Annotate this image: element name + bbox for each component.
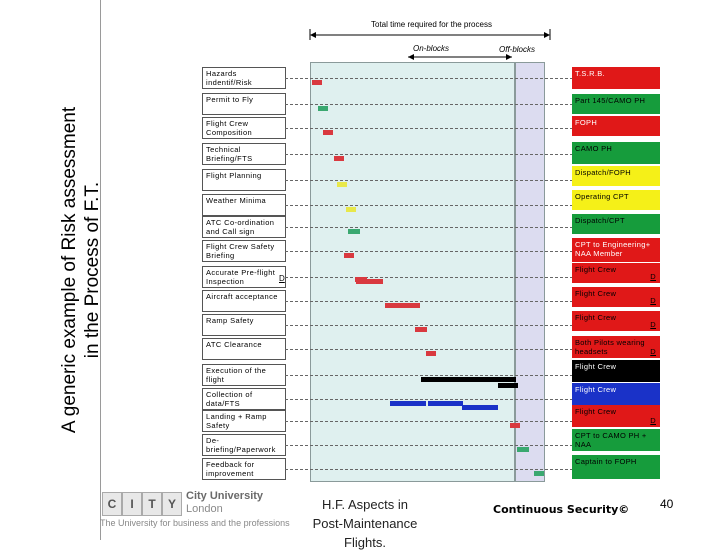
task-owner — [572, 238, 660, 262]
task-owner-label: FOPH — [575, 118, 598, 127]
task-duration-bar — [426, 351, 436, 356]
owner-d-mark: D — [650, 320, 656, 329]
university-tagline: The University for business and the professions — [100, 518, 290, 528]
task-owner-label: Flight Crew — [575, 407, 617, 416]
owner-d-mark: D — [650, 347, 656, 356]
task-duration-bar — [346, 207, 356, 212]
task-owner-label: Both Pilots wearing headsets — [575, 338, 645, 356]
slide-title-line-1: A generic example of Risk assessment — [59, 106, 80, 434]
task-owner — [572, 455, 660, 479]
owner-d-mark: D — [650, 272, 656, 281]
owner-d-mark: D — [650, 296, 656, 305]
task-owner-label: T.S.R.B. — [575, 69, 605, 78]
on-blocks-label: On-blocks — [413, 44, 450, 53]
task-owner-label: Flight Crew — [575, 385, 617, 394]
logo-letter-t: T — [142, 492, 162, 516]
task-label: ATC Clearance — [202, 338, 286, 360]
task-label: Landing + Ramp Safety — [202, 410, 286, 432]
sidebar — [0, 0, 103, 540]
task-duration-bar — [334, 156, 344, 161]
task-owner-label: Dispatch/CPT — [575, 216, 625, 225]
brand-label: Continuous Security© — [493, 503, 630, 516]
task-duration-bar — [337, 182, 347, 187]
timeline-guide — [285, 349, 573, 350]
owner-d-mark: D — [650, 416, 656, 425]
task-duration-bar — [323, 130, 333, 135]
task-duration-bar — [517, 447, 529, 452]
task-label: Ramp Safety — [202, 314, 286, 336]
off-blocks-band — [515, 62, 545, 482]
task-owner — [572, 94, 660, 114]
total-time-label: Total time required for the process — [371, 20, 492, 29]
timeline-guide — [285, 251, 573, 252]
task-owner — [572, 67, 660, 89]
task-label: De-briefing/Paperwork — [202, 434, 286, 456]
task-owner — [572, 116, 660, 136]
task-owner — [572, 311, 660, 331]
task-owner — [572, 142, 660, 164]
page-number: 40 — [660, 497, 674, 511]
task-duration-bar-segment — [405, 303, 415, 308]
task-label: Feedback for improvement — [202, 458, 286, 480]
task-owner — [572, 263, 660, 283]
task-label: Accurate Pre-flight Inspection — [202, 266, 286, 288]
task-duration-bar — [390, 401, 426, 406]
flight-window-band — [310, 62, 515, 482]
task-duration-bar — [344, 253, 354, 258]
task-owner-label: Operating CPT — [575, 192, 629, 201]
task-label: Weather Minima — [202, 194, 286, 216]
task-owner-label: Flight Crew — [575, 313, 617, 322]
task-owner — [572, 166, 660, 186]
task-owner-label: Flight Crew — [575, 265, 617, 274]
footer-center-line-2: Post-Maintenance Flights. — [312, 516, 418, 550]
timeline-guide — [285, 421, 573, 422]
task-owner — [572, 287, 660, 307]
task-label: Collection of data/FTS — [202, 388, 286, 410]
blocks-arrow — [400, 52, 520, 62]
task-owner — [572, 214, 660, 234]
task-owner-label: Flight Crew — [575, 289, 617, 298]
footer-center-line-1: H.F. Aspects in — [322, 497, 408, 512]
task-duration-bar-segment — [428, 401, 463, 406]
task-duration-bar-segment — [498, 383, 518, 388]
timeline-guide — [285, 399, 573, 400]
timeline-guide — [285, 301, 573, 302]
task-duration-bar-segment — [462, 405, 498, 410]
task-duration-bar-segment — [369, 279, 383, 284]
task-label: ATC Co-ordination and Call sign — [202, 216, 286, 238]
timeline-guide — [285, 277, 573, 278]
task-owner-label: Dispatch/FOPH — [575, 168, 631, 177]
task-owner-label: CPT to Engineering+ NAA Member — [575, 240, 651, 258]
task-label: Technical Briefing/FTS — [202, 143, 286, 165]
task-label: Hazards indentif/Risk — [202, 67, 286, 89]
university-city: London — [186, 503, 223, 515]
task-owner — [572, 360, 660, 382]
timeline-guide — [285, 154, 573, 155]
task-label: Flight Crew Composition — [202, 117, 286, 139]
task-duration-bar — [510, 423, 520, 428]
timeline-guide — [285, 325, 573, 326]
timeline-guide — [285, 205, 573, 206]
task-owner-label: Flight Crew — [575, 362, 617, 371]
task-owner-label: Captain to FOPH — [575, 457, 637, 466]
task-owner-label: Part 145/CAMO PH — [575, 96, 646, 105]
task-duration-bar-segment — [355, 277, 367, 282]
task-label: Aircraft acceptance — [202, 290, 286, 312]
task-duration-bar — [415, 327, 427, 332]
task-owner-label: CPT to CAMO PH + NAA — [575, 431, 647, 449]
total-time-arrow — [300, 26, 560, 40]
task-duration-bar — [348, 229, 360, 234]
timeline-guide — [285, 180, 573, 181]
task-duration-bar — [534, 471, 544, 476]
task-duration-bar — [318, 106, 328, 111]
timeline-guide — [285, 128, 573, 129]
university-logo — [96, 488, 316, 540]
task-owner — [572, 190, 660, 210]
task-owner — [572, 405, 660, 427]
footer-center-text — [290, 495, 440, 552]
task-duration-bar — [421, 377, 516, 382]
task-label: Permit to Fly — [202, 93, 286, 115]
task-label: Flight Planning — [202, 169, 286, 191]
slide-title-line-2: in the Process of F.T. — [82, 181, 103, 359]
task-d-mark: D — [279, 274, 285, 283]
timeline-guide — [285, 445, 573, 446]
task-duration-bar — [312, 80, 322, 85]
university-name: City University — [186, 490, 264, 502]
timeline-guide — [285, 78, 573, 79]
task-owner — [572, 383, 660, 405]
task-label: Flight Crew Safety Briefing — [202, 240, 286, 262]
timeline-guide — [285, 375, 573, 376]
task-owner-label: CAMO PH — [575, 144, 613, 153]
logo-letter-c: C — [102, 492, 122, 516]
task-owner — [572, 429, 660, 451]
timeline-guide — [285, 227, 573, 228]
slide-title — [58, 0, 110, 540]
timeline-guide — [285, 469, 573, 470]
task-label: Execution of the flight — [202, 364, 286, 386]
logo-letter-i: I — [122, 492, 142, 516]
task-owner — [572, 336, 660, 358]
logo-letter-y: Y — [162, 492, 182, 516]
off-blocks-label: Off-blocks — [499, 45, 536, 54]
timeline-guide — [285, 104, 573, 105]
